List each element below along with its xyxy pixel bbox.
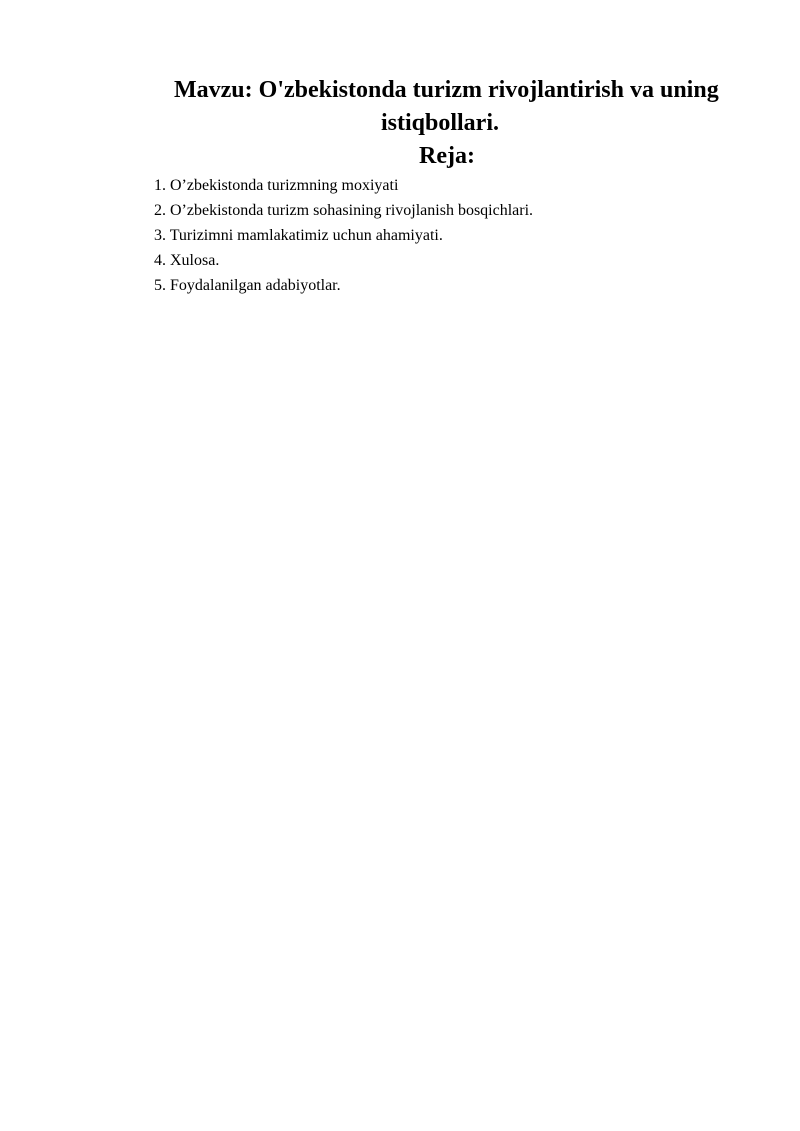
plan-item-3: 3. Turizimni mamlakatimiz uchun ahamiyati. [154,227,443,244]
plan-item-5: 5. Foydalanilgan adabiyotlar. [154,277,341,294]
plan-item-2: 2. O’zbekistonda turizm sohasining rivojlanish bosqichlari. [154,202,534,219]
title-line-2: istiqbollari. [380,110,500,136]
document-title [150,74,720,140]
plan-list [154,173,533,298]
plan-heading: Reja: [419,143,475,169]
plan-item-4: 4. Xulosa. [154,252,220,269]
plan-item-1: 1. O’zbekistonda turizmning moxiyati [154,177,399,194]
title-line-1: Mavzu: O'zbekistonda turizm rivojlantirish va uning [174,77,719,103]
